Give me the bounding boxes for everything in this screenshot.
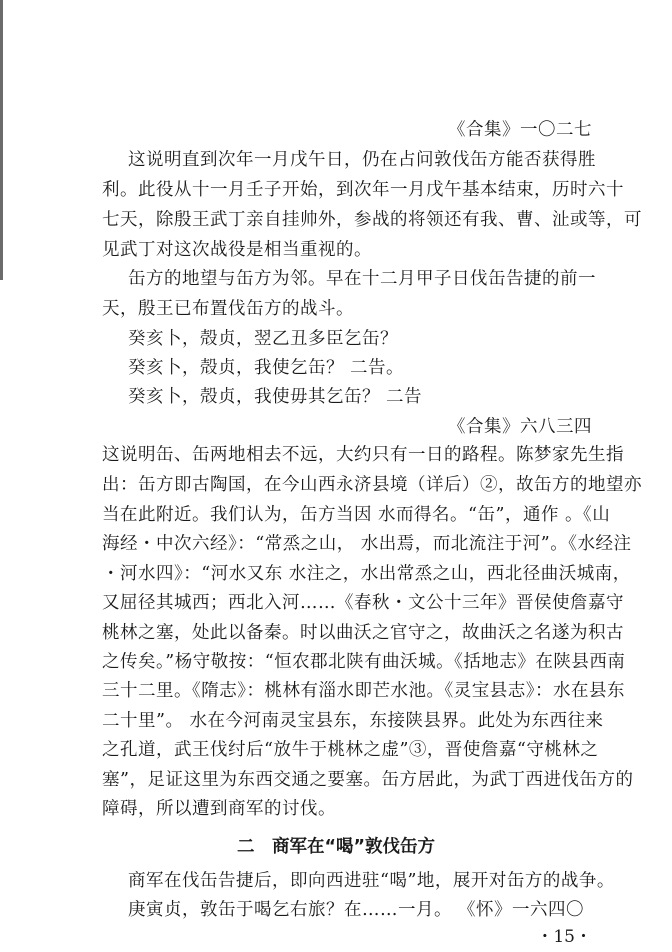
para3-line-8: 之传矣。”杨守敬按：“恒农郡北陕有曲沃城。《括地志》在陕县西南 (102, 652, 626, 672)
para3-line-7: 桃林之塞，处此以备秦。时以曲沃之官守之，故曲沃之名遂为积古 (102, 623, 624, 643)
inscription-2: 癸亥卜，殻贞，我使乞缶？ 二告。 (128, 358, 405, 378)
para3-line-10: 二十里”。 水在今河南灵宝县东，东接陕县界。此处为东西往来 (102, 711, 604, 731)
para3-line-12: 塞”，足证这里为东西交通之要塞。缶方居此，为武丁西进伐缶方的 (102, 770, 634, 790)
para2-line-1: 缶方的地望与缶方为邻。早在十二月甲子日伐缶告捷的前一 (128, 269, 596, 289)
para3-line-4: 海经・中次六经》：“常烝之山， 水出焉，而北流注于河”。《水经注 (102, 534, 632, 554)
para3-line-9: 三十二里。《隋志》：桃林有淄水即芒水池。《灵宝县志》：水在县东 (102, 681, 625, 701)
para3-line-2: 出：缶方即古陶国，在今山西永济县境（详后）②，故缶方的地望亦 (102, 475, 642, 495)
inscription-1: 癸亥卜，殻贞，翌乙丑多臣乞缶？ (128, 329, 398, 349)
para3-line-5: ・河水四》：“河水又东 水注之，水出常烝之山，西北径曲沃城南， (102, 564, 631, 584)
para3-line-6: 又屈径其城西；西北入河……《春秋・文公十三年》晋侯使詹嘉守 (102, 593, 624, 613)
para3-line-1: 这说明缶、缶两地相去不远，大约只有一日的路程。陈梦家先生指 (102, 445, 624, 465)
inscription-3: 癸亥卜，殻贞，我使毋其乞缶？ 二告 (128, 387, 423, 407)
binding-edge (0, 0, 3, 280)
para2-line-2: 天，殷王已布置伐缶方的战斗。 (102, 299, 354, 319)
para3-line-11: 之孔道，武王伐纣后“放牛于桃林之虚”③，晋使詹嘉“守桃林之 (102, 740, 599, 760)
para1-line-4: 见武丁对这次战役是相当重视的。 (102, 240, 372, 260)
para3-line-3: 当在此附近。我们认为，缶方当因 水而得名。“缶”，通作 。《山 (102, 505, 611, 525)
citation-heji-1027: 《合集》一〇二七 (448, 120, 592, 140)
para1-line-2: 利。此役从十一月壬子开始，到次年一月戊午基本结束，历时六十 (102, 180, 624, 200)
page-number: ・15・ (536, 927, 592, 947)
para1-line-3: 七天，除殷王武丁亲自挂帅外，参战的将领还有我、曹、沚或等，可 (102, 210, 642, 230)
section-heading: 二 商军在“喝”敦伐缶方 (236, 837, 435, 857)
para1-line-1: 这说明直到次年一月戊午日，仍在占问敦伐缶方能否获得胜 (128, 150, 596, 170)
para4-line-1: 商军在伐缶告捷后，即向西进驻“喝”地，展开对缶方的战争。 (128, 871, 615, 891)
citation-heji-6834: 《合集》六八三四 (448, 417, 592, 437)
inscription-huai: 庚寅贞，敦缶于喝乞右旅？在……一月。 《怀》一六四〇 (128, 900, 585, 920)
para3-line-13: 障碍，所以遭到商军的讨伐。 (102, 799, 336, 819)
